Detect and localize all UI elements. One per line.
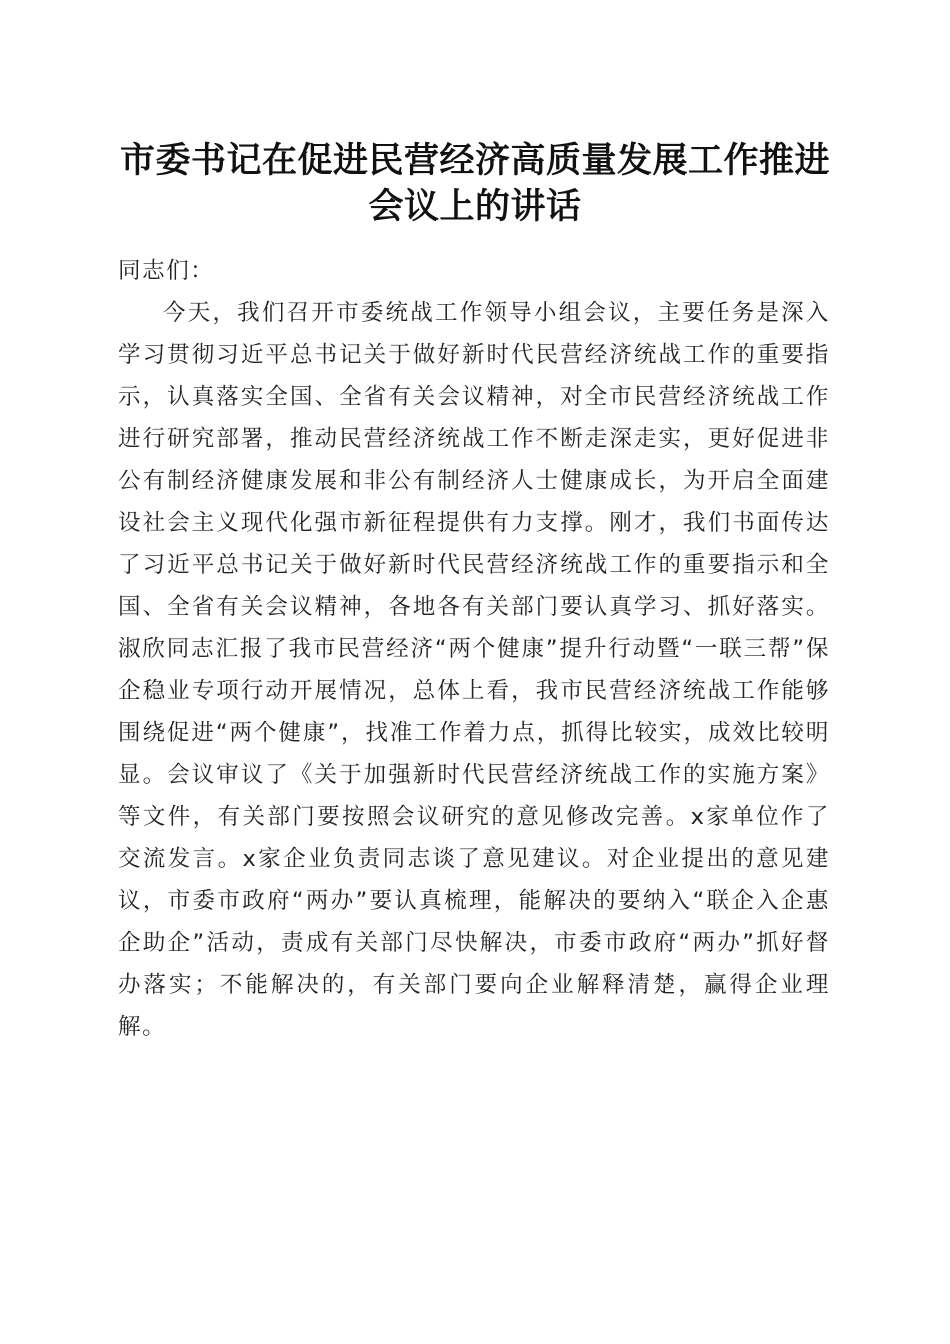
- document-body: [118, 250, 830, 1048]
- document-title-line-2: 会议上的讲话: [368, 186, 582, 227]
- body-paragraph: 今天，我们召开市委统战工作领导小组会议，主要任务是深入学习贯彻习近平总书记关于做好新时代民营经济统战工作的重要指示，认真落实全国、全省有关会议精神，对全市民营经济统战工作进行研究部署，推动民营经济统战工作不断走深走实，更好促进非公有制经济健康发展和非公有制经济人士健康成长，为开启全面建设社会主义现代化强市新征程提供有力支撑。刚才，我们书面传达了习近平总书记关于做好新时代民营经济统战工作的重要指示和全国、全省有关会议精神，各地各有关部门要认真学习、抓好落实。淑欣同志汇报了我市民营经济“两个健康”提升行动暨“一联三帮”保企稳业专项行动开展情况，总体上看，我市民营经济统战工作能够围绕促进“两个健康”，找准工作着力点，抓得比较实，成效比较明显。会议审议了《关于加强新时代民营经济统战工作的实施方案》等文件，有关部门要按照会议研究的意见修改完善。x家单位作了交流发言。x家企业负责同志谈了意见建议。对企业提出的意见建议，市委市政府“两办”要认真梳理，能解决的要纳入“联企入企惠企助企”活动，责成有关部门尽快解决，市委市政府“两办”抓好督办落实；不能解决的，有关部门要向企业解释清楚，赢得企业理解。: [118, 300, 830, 1040]
- document-title-line-1: 市委书记在促进民营经济高质量发展工作推进: [119, 140, 830, 181]
- salutation: 同志们：: [118, 258, 215, 284]
- document-title: [110, 138, 840, 230]
